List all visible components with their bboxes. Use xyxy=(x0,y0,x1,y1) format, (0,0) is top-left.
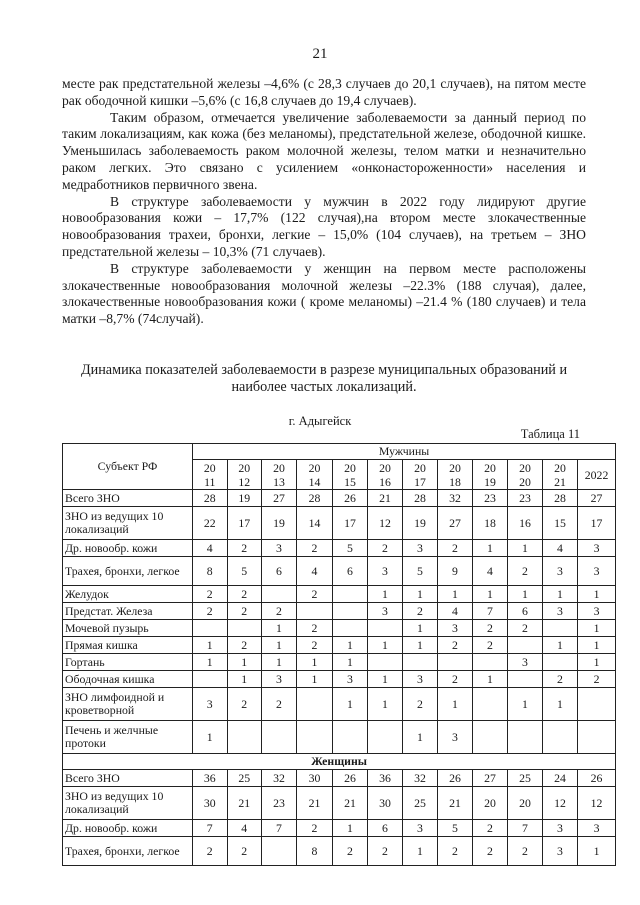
table-row xyxy=(63,586,616,603)
year-header-line-2: 14 xyxy=(308,474,321,489)
table-cell: 3 xyxy=(543,820,578,837)
page-number: 21 xyxy=(312,46,328,62)
table-cell: 2 xyxy=(262,688,297,721)
table-cell: 3 xyxy=(368,603,403,620)
year-header xyxy=(193,460,228,490)
table-cell: 2 xyxy=(473,820,508,837)
year-header-line-2: 19 xyxy=(484,474,496,489)
table-cell: 3 xyxy=(333,671,368,688)
table-cell: 1 xyxy=(262,654,297,671)
table-cell: 3 xyxy=(262,671,297,688)
table-cell: 1 xyxy=(262,620,297,637)
table-cell: 3 xyxy=(193,688,228,721)
table-cell: 1 xyxy=(368,637,403,654)
table-row xyxy=(63,637,616,654)
table-cell xyxy=(543,721,578,754)
table-cell: 2 xyxy=(543,671,578,688)
year-header xyxy=(473,460,508,490)
table-cell: 26 xyxy=(578,770,616,787)
table-cell: 1 xyxy=(508,688,543,721)
row-label: ЗНО лимфоидной и кроветворной xyxy=(63,688,193,721)
row-label: ЗНО из ведущих 10 локализаций xyxy=(63,507,193,540)
table-cell xyxy=(368,721,403,754)
table-cell: 3 xyxy=(578,820,616,837)
table-row xyxy=(63,507,616,540)
table-cell xyxy=(403,654,438,671)
table-cell: 1 xyxy=(543,688,578,721)
year-header xyxy=(227,460,262,490)
table-cell: 2 xyxy=(227,637,262,654)
table-cell: 2 xyxy=(578,671,616,688)
table-cell: 1 xyxy=(333,637,368,654)
table-cell: 30 xyxy=(368,787,403,820)
table-cell: 21 xyxy=(333,787,368,820)
table-cell: 20 xyxy=(508,787,543,820)
table-cell xyxy=(438,654,473,671)
table-cell: 2 xyxy=(473,620,508,637)
year-header-line-2: 11 xyxy=(204,474,216,489)
table-cell: 32 xyxy=(262,770,297,787)
table-cell: 1 xyxy=(578,654,616,671)
table-cell: 4 xyxy=(297,557,333,586)
row-label: Др. новообр. кожи xyxy=(63,820,193,837)
table-cell: 3 xyxy=(578,557,616,586)
table-cell: 36 xyxy=(368,770,403,787)
table-cell: 23 xyxy=(262,787,297,820)
table-cell xyxy=(333,586,368,603)
table-cell xyxy=(297,603,333,620)
table-cell: 7 xyxy=(262,820,297,837)
table-cell: 2 xyxy=(227,540,262,557)
table-cell: 6 xyxy=(262,557,297,586)
row-label: Всего ЗНО xyxy=(63,490,193,507)
row-label: Др. новообр. кожи xyxy=(63,540,193,557)
year-header-line-1: 20 xyxy=(449,460,461,475)
table-cell xyxy=(578,688,616,721)
table-cell: 1 xyxy=(578,586,616,603)
table-cell: 5 xyxy=(227,557,262,586)
row-label: Мочевой пузырь xyxy=(63,620,193,637)
table-cell: 2 xyxy=(227,688,262,721)
table-cell xyxy=(297,688,333,721)
table-cell: 3 xyxy=(543,603,578,620)
table-cell: 2 xyxy=(193,603,228,620)
table-cell: 8 xyxy=(193,557,228,586)
table-cell: 2 xyxy=(227,586,262,603)
table-cell: 1 xyxy=(403,586,438,603)
table-cell: 3 xyxy=(508,654,543,671)
section-heading: Динамика показателей заболеваемости в разрезе муниципальных образований и наиболее частых локализаций. xyxy=(80,362,568,395)
year-header-line-2: 12 xyxy=(238,474,251,489)
year-header-line-1: 20 xyxy=(554,460,566,475)
table-cell xyxy=(368,654,403,671)
table-cell: 12 xyxy=(543,787,578,820)
table-cell: 1 xyxy=(473,540,508,557)
table-row xyxy=(63,721,616,754)
row-label: Печень и желчные протоки xyxy=(63,721,193,754)
table-cell: 2 xyxy=(403,688,438,721)
table-cell: 1 xyxy=(438,586,473,603)
table-number: Таблица 11 xyxy=(520,427,580,441)
table-cell: 1 xyxy=(543,637,578,654)
table-cell xyxy=(262,586,297,603)
table-cell: 2 xyxy=(297,820,333,837)
table-cell xyxy=(193,620,228,637)
year-header xyxy=(297,460,333,490)
table-cell: 9 xyxy=(438,557,473,586)
table-cell: 24 xyxy=(543,770,578,787)
table-cell: 1 xyxy=(403,620,438,637)
table-cell xyxy=(543,620,578,637)
table-cell: 6 xyxy=(368,820,403,837)
table-cell: 1 xyxy=(578,637,616,654)
table-cell: 1 xyxy=(333,688,368,721)
table-cell: 26 xyxy=(438,770,473,787)
table-cell: 1 xyxy=(403,721,438,754)
table-cell: 3 xyxy=(578,603,616,620)
table-cell: 2 xyxy=(333,837,368,866)
table-cell: 2 xyxy=(297,620,333,637)
table-cell: 1 xyxy=(508,586,543,603)
year-header-line-2: 21 xyxy=(554,474,566,489)
table-cell: 30 xyxy=(297,770,333,787)
table-cell: 1 xyxy=(403,637,438,654)
table-cell: 1 xyxy=(368,671,403,688)
table-cell: 1 xyxy=(438,688,473,721)
table-row xyxy=(63,770,616,787)
year-header-line-2: 13 xyxy=(273,474,285,489)
row-label: Гортань xyxy=(63,654,193,671)
paragraph-1: месте рак предстательной железы –4,6% (с 28,3 случаев до 20,1 случаев), на пятом месте рак ободочной кишки –5,6% (с 16,8 случаев до 19,4 случаев). xyxy=(62,76,586,108)
table-row xyxy=(63,654,616,671)
row-label: Трахея, бронхи, легкое xyxy=(63,557,193,586)
table-cell xyxy=(368,620,403,637)
women-section-row xyxy=(63,754,616,770)
table-cell: 2 xyxy=(297,540,333,557)
table-cell: 3 xyxy=(578,540,616,557)
table-cell xyxy=(543,654,578,671)
table-cell: 2 xyxy=(438,671,473,688)
year-header-line-1: 20 xyxy=(344,460,356,475)
table-cell: 21 xyxy=(368,490,403,507)
table-cell: 26 xyxy=(333,770,368,787)
table-cell: 26 xyxy=(333,490,368,507)
table-cell: 25 xyxy=(403,787,438,820)
table-cell: 2 xyxy=(368,540,403,557)
year-header xyxy=(543,460,578,490)
table-cell: 4 xyxy=(193,540,228,557)
table-cell: 21 xyxy=(227,787,262,820)
table-cell xyxy=(333,721,368,754)
table-cell: 1 xyxy=(508,540,543,557)
table-cell: 1 xyxy=(227,671,262,688)
table-cell: 2 xyxy=(438,837,473,866)
year-header-line-2: 20 xyxy=(519,474,531,489)
table-cell: 14 xyxy=(297,507,333,540)
year-header-line-2: 15 xyxy=(344,474,356,489)
table-cell: 32 xyxy=(403,770,438,787)
table-cell: 3 xyxy=(438,721,473,754)
subject-header: Субъект РФ xyxy=(63,444,193,490)
table-cell: 2 xyxy=(262,603,297,620)
year-header-line-1: 20 xyxy=(203,460,216,475)
table-cell: 2 xyxy=(368,837,403,866)
year-header-line-2: 17 xyxy=(414,474,426,489)
table-cell: 2 xyxy=(297,637,333,654)
table-cell xyxy=(473,721,508,754)
year-header xyxy=(262,460,297,490)
table-cell: 1 xyxy=(473,586,508,603)
row-label: Всего ЗНО xyxy=(63,770,193,787)
table-cell: 1 xyxy=(368,688,403,721)
table-cell: 1 xyxy=(227,654,262,671)
table-cell: 3 xyxy=(368,557,403,586)
table-row xyxy=(63,490,616,507)
table-cell xyxy=(227,721,262,754)
table-cell xyxy=(297,721,333,754)
incidence-table xyxy=(62,443,616,866)
table-cell: 1 xyxy=(262,637,297,654)
table-cell: 28 xyxy=(193,490,228,507)
table-cell: 1 xyxy=(333,820,368,837)
women-header: Женщины xyxy=(63,754,616,770)
table-cell: 19 xyxy=(227,490,262,507)
table-cell: 12 xyxy=(368,507,403,540)
table-cell: 27 xyxy=(438,507,473,540)
table-cell xyxy=(193,671,228,688)
table-cell: 17 xyxy=(227,507,262,540)
table-row xyxy=(63,603,616,620)
row-label: Прямая кишка xyxy=(63,637,193,654)
table-cell: 5 xyxy=(438,820,473,837)
year-header xyxy=(333,460,368,490)
table-cell: 23 xyxy=(508,490,543,507)
table-cell: 1 xyxy=(403,837,438,866)
year-header-line-1: 20 xyxy=(414,460,426,475)
table-cell: 28 xyxy=(543,490,578,507)
year-header xyxy=(368,460,403,490)
men-header: Мужчины xyxy=(193,444,616,460)
year-header-line-1: 20 xyxy=(484,460,496,475)
table-cell: 1 xyxy=(578,620,616,637)
year-header xyxy=(578,460,616,490)
year-header xyxy=(438,460,473,490)
table-cell xyxy=(473,688,508,721)
year-header-line-1: 20 xyxy=(238,460,251,475)
table-cell: 3 xyxy=(543,557,578,586)
table-cell: 25 xyxy=(508,770,543,787)
table-cell: 7 xyxy=(508,820,543,837)
year-header-line-1: 20 xyxy=(519,460,531,475)
table-cell: 2 xyxy=(438,540,473,557)
year-header-line-2: 18 xyxy=(449,474,461,489)
paragraph-2: Таким образом, отмечается увеличение заболеваемости за данный период по таким локализациям, как кожа (без меланомы), предстательной железе, ободочной кишке. Уменьшилась заболеваемость раком молочной железы, телом матки и незначительно раком легких. Это связано с усилением «онконастороженности» населения и медработников первичного звена. xyxy=(62,109,586,192)
table-cell xyxy=(333,603,368,620)
paragraph-3: В структуре заболеваемости у мужчин в 2022 году лидируют другие новообразования кожи – 17,7% (122 случая),на втором месте злокачественные новообразования трахеи, бронхи, легкие – 15,0% (104 случаев), на третьем – ЗНО предстательной железы – 10,3% (71 случаев). xyxy=(62,193,586,259)
table-cell: 4 xyxy=(543,540,578,557)
men-table-body xyxy=(63,490,616,754)
table-cell: 7 xyxy=(193,820,228,837)
table-cell: 8 xyxy=(297,837,333,866)
table-row xyxy=(63,837,616,866)
table-cell: 7 xyxy=(473,603,508,620)
year-header-line-1: 2022 xyxy=(584,467,609,482)
table-cell xyxy=(508,637,543,654)
row-label: Предстат. Железа xyxy=(63,603,193,620)
year-header-line-1: 20 xyxy=(273,460,285,475)
table-cell: 32 xyxy=(438,490,473,507)
year-header-line-2: 16 xyxy=(379,474,391,489)
table-cell xyxy=(227,620,262,637)
table-cell: 4 xyxy=(473,557,508,586)
table-cell: 28 xyxy=(297,490,333,507)
table-cell: 1 xyxy=(297,671,333,688)
table-cell xyxy=(262,721,297,754)
table-row xyxy=(63,557,616,586)
table-cell xyxy=(473,654,508,671)
table-row xyxy=(63,820,616,837)
table-cell: 21 xyxy=(438,787,473,820)
women-table-body xyxy=(63,754,616,866)
table-cell: 2 xyxy=(403,603,438,620)
year-header-line-1: 20 xyxy=(379,460,391,475)
table-cell: 20 xyxy=(473,787,508,820)
table-cell: 3 xyxy=(438,620,473,637)
table-cell: 2 xyxy=(227,603,262,620)
table-cell: 18 xyxy=(473,507,508,540)
table-cell: 17 xyxy=(333,507,368,540)
table-cell: 16 xyxy=(508,507,543,540)
body-text xyxy=(62,76,586,328)
table-cell: 17 xyxy=(578,507,616,540)
table-cell xyxy=(508,671,543,688)
table-cell: 1 xyxy=(193,637,228,654)
table-cell: 3 xyxy=(403,671,438,688)
row-label: Желудок xyxy=(63,586,193,603)
table-cell: 1 xyxy=(193,654,228,671)
table-cell: 5 xyxy=(403,557,438,586)
table-row xyxy=(63,540,616,557)
table-cell: 1 xyxy=(543,586,578,603)
table-cell: 4 xyxy=(227,820,262,837)
table-cell: 2 xyxy=(473,837,508,866)
table-cell: 19 xyxy=(262,507,297,540)
table-cell: 27 xyxy=(473,770,508,787)
table-cell: 3 xyxy=(403,820,438,837)
table-cell: 27 xyxy=(262,490,297,507)
table-cell: 12 xyxy=(578,787,616,820)
table-cell: 1 xyxy=(333,654,368,671)
table-cell: 30 xyxy=(193,787,228,820)
table-cell: 2 xyxy=(508,620,543,637)
table-cell: 1 xyxy=(578,837,616,866)
table-cell: 2 xyxy=(193,586,228,603)
paragraph-4: В структуре заболеваемости у женщин на первом месте расположены злокачественные новообразования молочной железы –22.3% (188 случая), далее, злокачественные новообразования кожи ( кроме меланомы) –21.4 % (180 случаев) и тела матки –8,7% (74случай). xyxy=(62,260,586,327)
table-cell: 15 xyxy=(543,507,578,540)
table-cell: 28 xyxy=(403,490,438,507)
table-row xyxy=(63,787,616,820)
table-cell: 25 xyxy=(227,770,262,787)
table-cell: 3 xyxy=(543,837,578,866)
year-header xyxy=(508,460,543,490)
table-cell: 22 xyxy=(193,507,228,540)
table-cell: 2 xyxy=(508,557,543,586)
table-cell: 27 xyxy=(578,490,616,507)
table-cell: 3 xyxy=(262,540,297,557)
table-cell: 19 xyxy=(403,507,438,540)
table-cell: 4 xyxy=(438,603,473,620)
table-cell: 2 xyxy=(297,586,333,603)
table-cell: 5 xyxy=(333,540,368,557)
table-cell: 1 xyxy=(297,654,333,671)
table-cell: 2 xyxy=(227,837,262,866)
row-label: ЗНО из ведущих 10 локализаций xyxy=(63,787,193,820)
table-cell: 21 xyxy=(297,787,333,820)
table-cell: 1 xyxy=(368,586,403,603)
table-cell: 36 xyxy=(193,770,228,787)
table-cell: 2 xyxy=(508,837,543,866)
row-label: Трахея, бронхи, легкое xyxy=(63,837,193,866)
table-row xyxy=(63,671,616,688)
table-cell: 23 xyxy=(473,490,508,507)
table-cell: 2 xyxy=(193,837,228,866)
table-row xyxy=(63,688,616,721)
year-header-line-1: 20 xyxy=(308,460,321,475)
row-label: Ободочная кишка xyxy=(63,671,193,688)
table-row xyxy=(63,620,616,637)
year-header xyxy=(403,460,438,490)
city-label: г. Адыгейск xyxy=(288,414,352,428)
table-cell: 1 xyxy=(193,721,228,754)
table-cell: 2 xyxy=(438,637,473,654)
table-cell: 6 xyxy=(333,557,368,586)
table-cell xyxy=(578,721,616,754)
table-cell xyxy=(508,721,543,754)
table-cell xyxy=(333,620,368,637)
table-cell: 1 xyxy=(473,671,508,688)
table-cell: 3 xyxy=(403,540,438,557)
table-cell xyxy=(262,837,297,866)
table-cell: 2 xyxy=(473,637,508,654)
table-cell: 6 xyxy=(508,603,543,620)
